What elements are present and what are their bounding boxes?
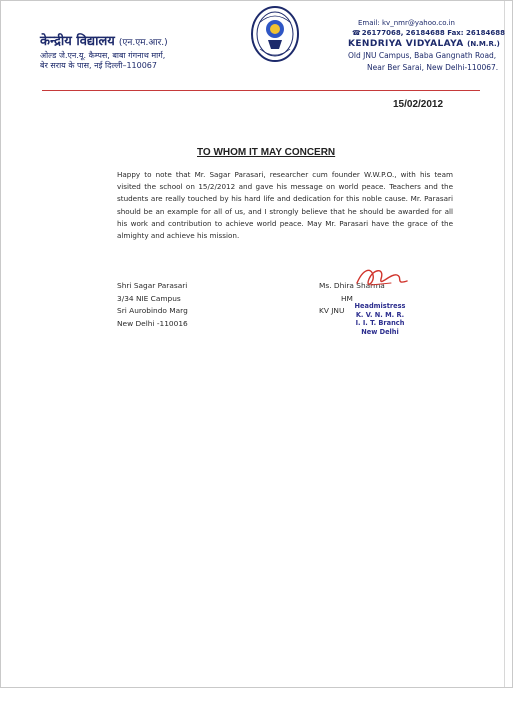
recipient-address xyxy=(117,280,188,330)
official-stamp xyxy=(339,302,421,336)
school-abbr-english: (N.M.R.) xyxy=(467,40,500,48)
letter-body: Happy to note that Mr. Sagar Parasari, researcher cum founder W.W.P.O., with his team visited the school on 15/2/2012 and gave his message on world peace. Teachers and the students are really touched by his hard life and dedication for this noble cause. Mr. Parasari should be an example for all of us, and I strongly believe that he should be awarded for all his work and contribution to achieve world peace. May Mr. Parasari have the grace of the almighty and achieve his mission. xyxy=(117,170,453,241)
school-name-hindi xyxy=(40,34,225,51)
stamp-line3: I. I. T. Branch xyxy=(355,319,405,328)
signatory-name: Ms. Dhira Sharma xyxy=(319,281,385,290)
stamp-line4: New Delhi xyxy=(361,327,399,336)
recipient-line3: Sri Aurobindo Marg xyxy=(117,306,188,315)
address-hindi-line1: ओल्ड जे.एन.यू. कैम्पस, बाबा गंगनाथ मार्ग, xyxy=(40,51,166,60)
signature-icon xyxy=(351,263,411,297)
phone-icon: ☎ xyxy=(352,29,361,37)
letter-date: 15/02/2012 xyxy=(393,99,444,110)
recipient-line1: Shri Sagar Parasari xyxy=(117,281,188,290)
emblem-icon xyxy=(250,5,300,65)
page-edge-line xyxy=(504,1,505,687)
signatory-school: KV JNU xyxy=(319,306,345,315)
letterhead-english xyxy=(346,18,506,74)
stamp-line2: K. V. N. M. R. xyxy=(355,310,405,319)
letterhead-hindi xyxy=(40,34,225,71)
letterhead-divider xyxy=(42,90,480,91)
address-hindi-line2: बेर सराय के पास, नई दिल्ली–110067 xyxy=(40,61,157,70)
address-english-line1: Old JNU Campus, Baba Gangnath Road, xyxy=(348,51,497,60)
stamp-line1: Headmistress xyxy=(354,302,406,310)
school-abbr-hindi: (एन.एम.आर.) xyxy=(118,38,168,48)
school-name-english xyxy=(346,38,506,50)
letter-subject: TO WHOM IT MAY CONCERN xyxy=(197,147,336,158)
school-phone-text: 26177068, 26184688 Fax: 26184688 xyxy=(361,29,506,37)
signatory-designation: HM xyxy=(341,293,353,303)
school-email: Email: kv_nmr@yahoo.co.in xyxy=(358,19,455,27)
recipient-line2: 3/34 NIE Campus xyxy=(117,293,181,303)
recipient-line4: New Delhi -110016 xyxy=(117,318,188,328)
address-english-line2: Near Ber Sarai, New Delhi-110067. xyxy=(367,63,499,72)
school-phone xyxy=(346,28,506,38)
school-name-english-text: KENDRIYA VIDYALAYA xyxy=(348,39,464,49)
school-name-hindi-text: केन्द्रीय विद्यालय xyxy=(40,34,115,49)
